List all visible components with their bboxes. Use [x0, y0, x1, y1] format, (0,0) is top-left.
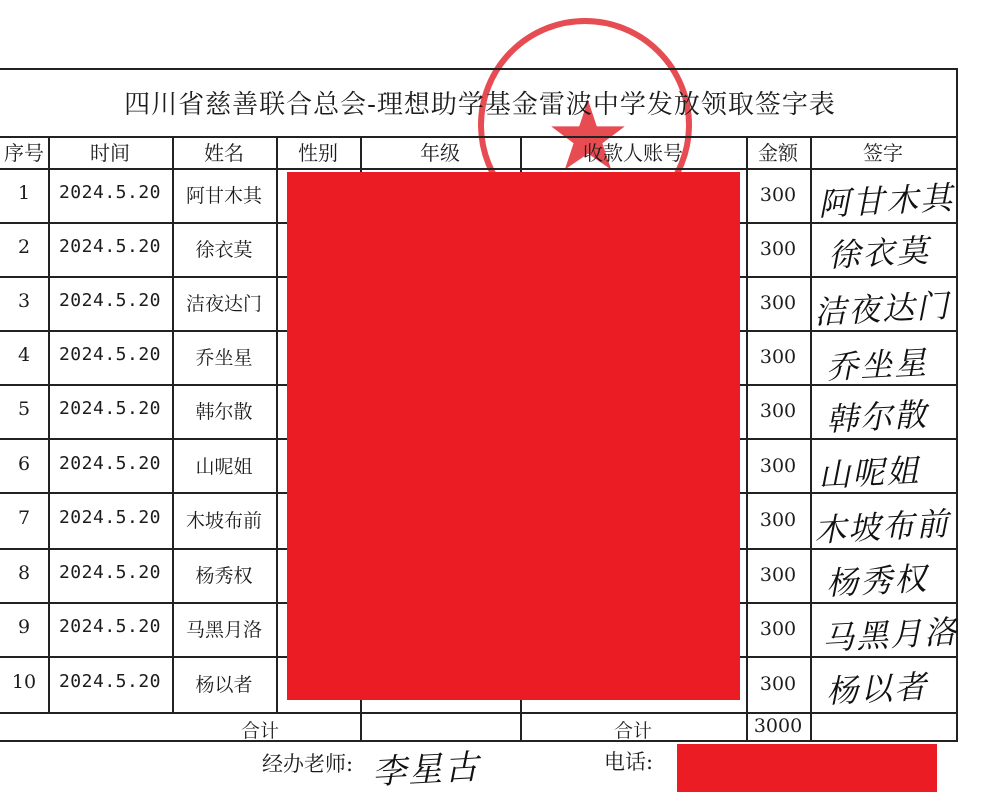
row-signature: 杨以者 [825, 667, 930, 711]
row-index: 5 [17, 398, 31, 420]
col-rule [746, 136, 748, 740]
row-time: 2024.5.20 [58, 562, 162, 583]
row-rule [0, 712, 958, 714]
row-amount: 300 [759, 184, 797, 206]
row-name: 木坡布前 [185, 510, 262, 532]
row-amount: 300 [759, 564, 797, 586]
header-grade: 年级 [420, 141, 460, 165]
header-time: 时间 [90, 141, 130, 165]
header-bottom-rule [0, 168, 958, 170]
row-name: 韩尔散 [195, 401, 253, 423]
row-amount: 300 [759, 346, 797, 368]
col-rule [810, 136, 812, 740]
row-time: 2024.5.20 [58, 671, 162, 692]
row-signature: 木坡布前 [813, 504, 952, 550]
header-gender: 性别 [298, 141, 338, 165]
row-index: 3 [17, 290, 31, 312]
total-amount: 3000 [753, 715, 803, 737]
row-time: 2024.5.20 [58, 398, 162, 419]
row-signature: 洁夜达门 [813, 286, 952, 332]
row-name: 乔坐星 [195, 347, 253, 369]
phone-redaction [677, 744, 937, 792]
row-index: 7 [17, 507, 31, 529]
row-name: 马黑月洛 [185, 619, 262, 641]
row-amount: 300 [759, 238, 797, 260]
row-time: 2024.5.20 [58, 453, 162, 474]
row-index: 9 [17, 616, 31, 638]
row-amount: 300 [759, 673, 797, 695]
row-amount: 300 [759, 618, 797, 640]
row-amount: 300 [759, 455, 797, 477]
row-name: 杨以者 [195, 674, 253, 696]
col-rule [276, 136, 278, 712]
teacher-signature: 李星古 [371, 747, 482, 793]
row-amount: 300 [759, 400, 797, 422]
row-signature: 徐衣莫 [827, 231, 932, 275]
row-signature: 韩尔散 [825, 395, 930, 439]
row-amount: 300 [759, 509, 797, 531]
row-amount: 300 [759, 292, 797, 314]
header-account: 收款人账号 [583, 141, 683, 165]
table-top-rule [0, 68, 958, 70]
row-time: 2024.5.20 [58, 236, 162, 257]
row-name: 山呢姐 [195, 456, 253, 478]
phone-label: 电话: [604, 750, 654, 774]
teacher-label: 经办老师: [262, 752, 354, 776]
row-name: 杨秀权 [195, 565, 253, 587]
row-time: 2024.5.20 [58, 616, 162, 637]
redaction-block [287, 172, 740, 700]
row-signature: 乔坐星 [825, 343, 930, 387]
document-title: 四川省慈善联合总会-理想助学基金雷波中学发放领取签字表 [124, 90, 836, 120]
row-signature: 杨秀权 [825, 559, 930, 603]
total-label-left: 合计 [240, 720, 279, 742]
row-index: 6 [17, 453, 31, 475]
row-index: 2 [17, 236, 31, 258]
header-signature: 签字 [863, 141, 903, 165]
row-signature: 阿甘木其 [817, 178, 956, 224]
row-signature: 山呢姐 [817, 451, 922, 495]
row-index: 1 [17, 182, 31, 204]
header-index: 序号 [4, 141, 44, 165]
row-index: 4 [17, 344, 31, 366]
row-name: 徐衣莫 [195, 239, 253, 261]
row-time: 2024.5.20 [58, 290, 162, 311]
row-index: 10 [11, 671, 37, 693]
row-signature: 马黑月洛 [821, 612, 960, 658]
row-time: 2024.5.20 [58, 507, 162, 528]
header-amount: 金额 [758, 141, 798, 165]
row-name: 阿甘木其 [185, 185, 262, 207]
header-name: 姓名 [204, 141, 244, 165]
total-label-right: 合计 [613, 720, 652, 742]
row-time: 2024.5.20 [58, 344, 162, 365]
row-index: 8 [17, 562, 31, 584]
row-time: 2024.5.20 [58, 182, 162, 203]
row-name: 洁夜达门 [185, 293, 262, 315]
